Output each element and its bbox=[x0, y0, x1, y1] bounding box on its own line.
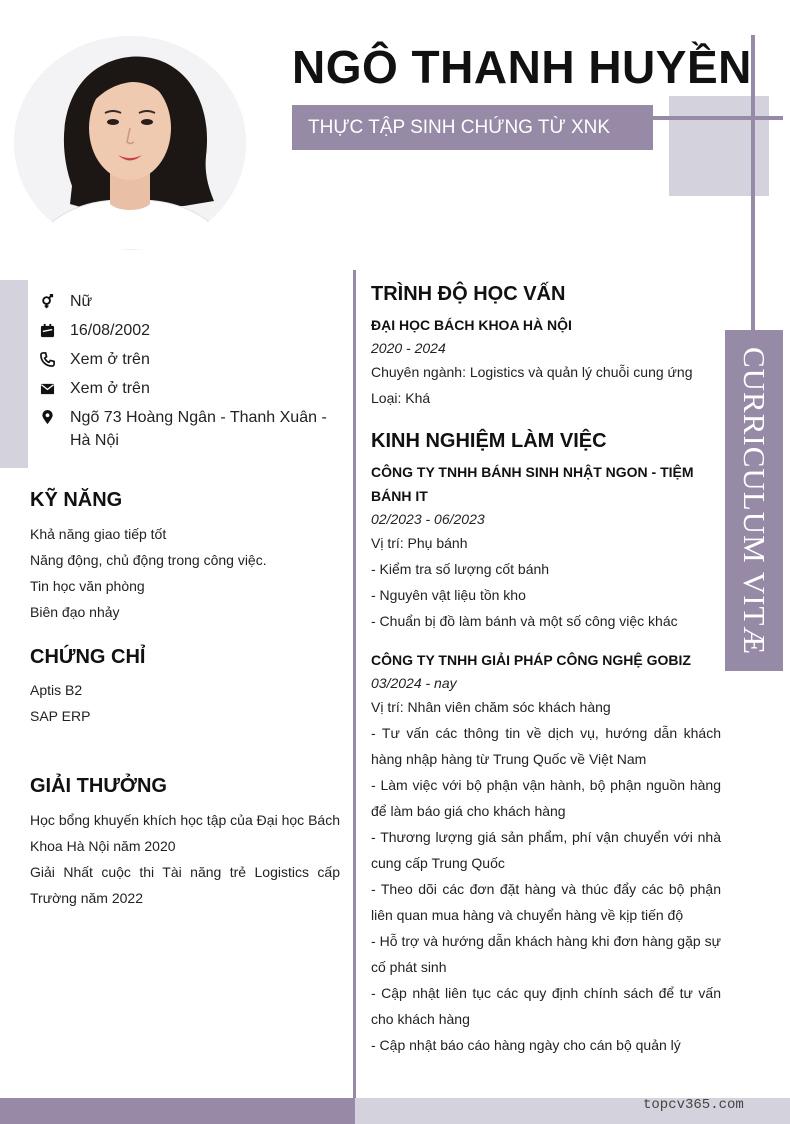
job-duty: - Hỗ trợ và hướng dẫn khách hàng khi đơn hàng gặp sự cố phát sinh bbox=[371, 933, 721, 975]
skill-item: Khả năng giao tiếp tốt bbox=[30, 526, 167, 542]
certificates-list bbox=[30, 677, 340, 729]
skill-item: Biên đạo nhảy bbox=[30, 604, 120, 620]
footer-bar-left bbox=[0, 1098, 355, 1124]
cv-label-box bbox=[725, 330, 783, 671]
award-item: Giải Nhất cuộc thi Tài năng trẻ Logistics cấp Trường năm 2022 bbox=[30, 864, 340, 906]
email-text: Xem ở trên bbox=[70, 380, 150, 397]
contact-gender bbox=[40, 290, 340, 313]
contact-list bbox=[40, 290, 340, 458]
certificate-item: SAP ERP bbox=[30, 708, 91, 724]
education-grade: Loại: Khá bbox=[371, 390, 431, 406]
company-name: CÔNG TY TNHH BÁNH SINH NHẬT NGON - TIỆM BÁNH IT bbox=[371, 464, 694, 504]
gender-text: Nữ bbox=[70, 293, 93, 310]
decor-horizontal-line bbox=[652, 116, 783, 120]
job-period: 03/2024 - nay bbox=[371, 675, 457, 691]
skills-list bbox=[30, 521, 340, 625]
job-duty: - Làm việc với bộ phận vận hành, bộ phận nguồn hàng để làm báo giá cho khách hàng bbox=[371, 777, 721, 819]
left-accent-bar bbox=[0, 280, 28, 468]
job-position: Vị trí: Phụ bánh bbox=[371, 535, 468, 551]
job-duty: - Cập nhật báo cáo hàng ngày cho cán bộ quản lý bbox=[371, 1037, 681, 1053]
job-entry bbox=[371, 460, 721, 634]
job-period: 02/2023 - 06/2023 bbox=[371, 511, 485, 527]
address-line-1: Ngõ 73 Hoàng Ngân - Thanh Xuân - bbox=[70, 409, 327, 426]
phone-text: Xem ở trên bbox=[70, 351, 150, 368]
column-divider bbox=[353, 270, 356, 1102]
job-entry bbox=[371, 648, 721, 1058]
certificates-title: CHỨNG CHỈ bbox=[30, 646, 146, 668]
experience-title: KINH NGHIỆM LÀM VIỆC bbox=[371, 430, 607, 452]
profile-photo bbox=[14, 36, 246, 250]
email-icon bbox=[40, 377, 70, 400]
job-duty: - Thương lượng giá sản phẩm, phí vận chuyển với nhà cung cấp Trung Quốc bbox=[371, 829, 721, 871]
school-name: ĐẠI HỌC BÁCH KHOA HÀ NỘI bbox=[371, 317, 572, 333]
footer-site: topcv365.com bbox=[643, 1097, 744, 1113]
skills-title: KỸ NĂNG bbox=[30, 489, 123, 511]
award-item: Học bổng khuyến khích học tập của Đại học Bách Khoa Hà Nội năm 2020 bbox=[30, 812, 340, 854]
location-icon bbox=[40, 406, 70, 429]
birthday-text: 16/08/2002 bbox=[70, 322, 151, 339]
address-line-2: Hà Nội bbox=[70, 432, 119, 449]
job-title-bar bbox=[292, 105, 653, 150]
job-position: Vị trí: Nhân viên chăm sóc khách hàng bbox=[371, 699, 611, 715]
phone-icon bbox=[40, 348, 70, 371]
awards-title: GIẢI THƯỞNG bbox=[30, 775, 167, 797]
education-major: Chuyên ngành: Logistics và quản lý chuỗi cung ứng bbox=[371, 364, 693, 380]
skill-item: Tin học văn phòng bbox=[30, 578, 145, 594]
contact-birthday bbox=[40, 319, 340, 342]
education-title: TRÌNH ĐỘ HỌC VẤN bbox=[371, 283, 566, 305]
awards-list bbox=[30, 807, 340, 911]
address-text bbox=[70, 406, 327, 452]
job-duty: - Cập nhật liên tục các quy định chính sách để tư vấn cho khách hàng bbox=[371, 985, 721, 1027]
job-title: THỰC TẬP SINH CHỨNG TỪ XNK bbox=[308, 117, 611, 138]
contact-email bbox=[40, 377, 340, 400]
contact-phone bbox=[40, 348, 340, 371]
job-duty: - Tư vấn các thông tin về dịch vụ, hướng dẫn khách hàng nhập hàng từ Trung Quốc về Việt Nam bbox=[371, 725, 721, 767]
job-duty: - Nguyên vật liệu tồn kho bbox=[371, 587, 526, 603]
job-duty: - Chuẩn bị đồ làm bánh và một số công việc khác bbox=[371, 613, 678, 629]
candidate-name: NGÔ THANH HUYỀN bbox=[292, 41, 752, 93]
education-period: 2020 - 2024 bbox=[371, 340, 446, 356]
company-name: CÔNG TY TNHH GIẢI PHÁP CÔNG NGHỆ GOBIZ bbox=[371, 652, 691, 668]
calendar-icon bbox=[40, 319, 70, 342]
job-duty: - Theo dõi các đơn đặt hàng và thúc đẩy các bộ phận liên quan mua hàng và chuyển hàng về kịp tiến độ bbox=[371, 881, 721, 923]
contact-address bbox=[40, 406, 340, 452]
skill-item: Năng động, chủ động trong công việc. bbox=[30, 552, 267, 568]
job-duty: - Kiểm tra số lượng cốt bánh bbox=[371, 561, 550, 577]
cv-label: CURRICULUM VITÆ bbox=[737, 346, 772, 655]
certificate-item: Aptis B2 bbox=[30, 682, 83, 698]
gender-icon bbox=[40, 290, 70, 313]
education-block bbox=[371, 313, 721, 411]
